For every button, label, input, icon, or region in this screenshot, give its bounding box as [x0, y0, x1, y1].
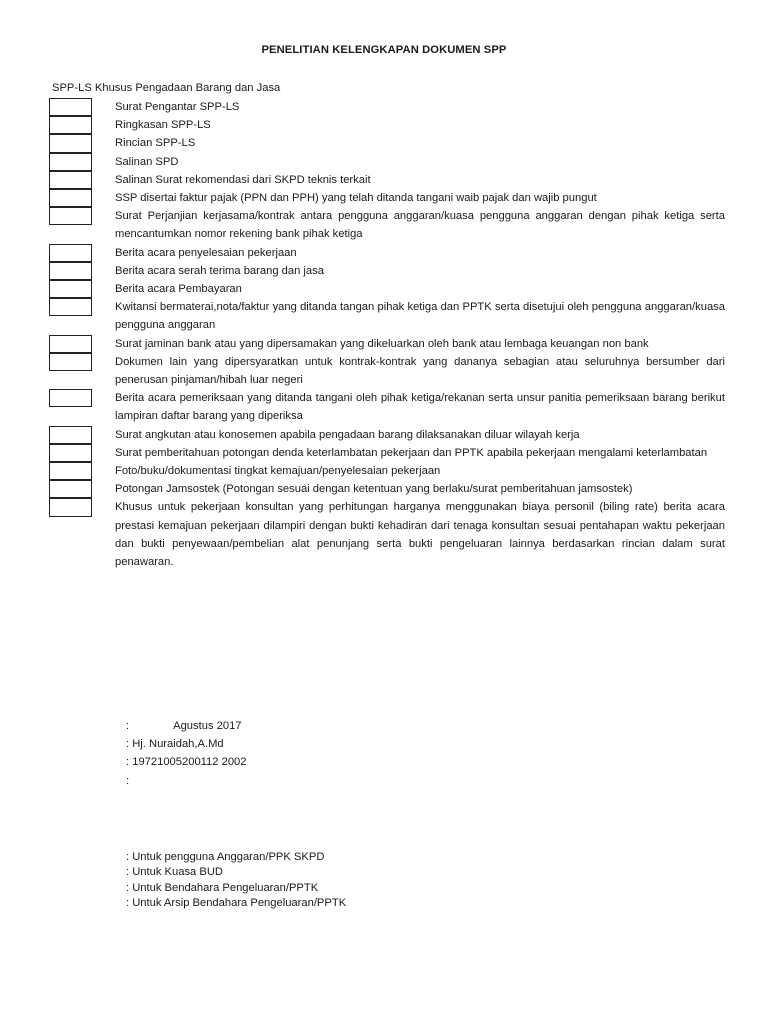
checklist-item-label: Surat Pengantar SPP-LS	[115, 101, 240, 113]
signer-nip: 19721005200112 2002	[132, 756, 247, 769]
checklist-item	[49, 444, 725, 462]
colon: :	[126, 738, 130, 751]
checkbox[interactable]	[49, 116, 92, 134]
blank-line	[126, 772, 247, 790]
distribution-item: : Untuk pengguna Anggaran/PPK SKPD	[126, 851, 325, 863]
checkbox[interactable]	[49, 280, 92, 298]
checklist-item	[49, 480, 725, 498]
checkbox[interactable]	[49, 207, 92, 225]
checklist-item-label: Salinan Surat rekomendasi dari SKPD teknis terkait	[115, 173, 371, 186]
checklist-item	[49, 353, 725, 389]
checkbox[interactable]	[49, 426, 92, 444]
checkbox[interactable]	[49, 98, 92, 116]
distribution-list	[126, 850, 346, 912]
colon: :	[126, 774, 130, 787]
section-subtitle: SPP-LS Khusus Pengadaan Barang dan Jasa	[52, 82, 281, 94]
checkbox[interactable]	[49, 244, 92, 262]
checklist-item	[49, 498, 725, 571]
checkbox[interactable]	[49, 134, 92, 152]
distribution-item: : Untuk Kuasa BUD	[126, 866, 224, 879]
checklist-item	[49, 262, 725, 280]
checkbox[interactable]	[49, 353, 92, 371]
checklist-item	[49, 189, 725, 207]
checklist-item	[49, 426, 725, 444]
checkbox[interactable]	[49, 262, 92, 280]
checklist-item	[49, 98, 725, 116]
signer-name: Hj. Nuraidah,A.Md	[132, 738, 224, 751]
document-title: PENELITIAN KELENGKAPAN DOKUMEN SPP	[261, 44, 507, 56]
checkbox[interactable]	[49, 480, 92, 498]
checklist-item-label: Berita acara penyelesaian pekerjaan	[115, 246, 297, 259]
checklist-item-label: Surat Perjanjian kerjasama/kontrak antara pengguna anggaran/kuasa pengguna anggaran dengan pihak ketiga serta mencantumkan nomor rekening bank pihak ketiga	[115, 210, 725, 241]
checklist-item-label: Potongan Jamsostek (Potongan sesuai dengan ketentuan yang berlaku/surat pemberitahuan jamsostek)	[115, 483, 633, 496]
checklist-item-label: Salinan SPD	[115, 155, 179, 168]
signature-block	[126, 717, 247, 790]
checkbox[interactable]	[49, 153, 92, 171]
checkbox[interactable]	[49, 462, 92, 480]
checklist-item	[49, 280, 725, 298]
checklist-item-label: Kwitansi bermaterai,nota/faktur yang ditanda tangan pihak ketiga dan PPTK serta disetujui oleh pengguna anggaran/kuasa pengguna anggaran	[115, 301, 725, 332]
checkbox[interactable]	[49, 335, 92, 353]
checklist-item-label: Khusus untuk pekerjaan konsultan yang perhitungan harganya menggunakan biaya personil (biling rate) berita acara prestasi kemajuan pekerjaan dilampiri dengan bukti kehadiran dari tenaga konsultan sesuai pentahapan waktu pekerjaan dan bukti penyewaan/pembelian alat penunjang serta bukti pengeluaran lainnya berdasarkan rincian dalam surat penawaran.	[115, 501, 725, 569]
checklist-item	[49, 171, 725, 189]
checklist-item	[49, 207, 725, 243]
nip-line	[126, 753, 247, 771]
checklist-item-label: Surat pemberitahuan potongan denda keterlambatan pekerjaan dan PPTK apabila pekerjaan mengalami keterlambatan	[115, 446, 708, 459]
checklist-item	[49, 134, 725, 152]
checklist-item-label: Rincian SPP-LS	[115, 137, 196, 150]
checkbox[interactable]	[49, 389, 92, 407]
checklist-item	[49, 462, 725, 480]
checklist-item	[49, 298, 725, 334]
checklist-item	[49, 335, 725, 353]
checkbox[interactable]	[49, 171, 92, 189]
checklist-item-label: Berita acara Pembayaran	[115, 283, 242, 296]
checklist-item-label: Foto/buku/dokumentasi tingkat kemajuan/penyelesaian pekerjaan	[115, 465, 441, 478]
checklist	[49, 98, 725, 571]
checklist-item	[49, 389, 725, 425]
checklist-item-label: Berita acara pemeriksaan yang ditanda tangani oleh pihak ketiga/rekanan serta unsur panitia pemeriksaan barang berikut lampiran daftar barang yang diperiksa	[115, 392, 725, 423]
distribution-item: : Untuk Arsip Bendahara Pengeluaran/PPTK	[126, 897, 347, 910]
distribution-item: : Untuk Bendahara Pengeluaran/PPTK	[126, 881, 319, 894]
checklist-item-label: Dokumen lain yang dipersyaratkan untuk kontrak-kontrak yang dananya sebagian atau seluruhnya bersumber dari penerusan pinjaman/hibah luar negeri	[115, 355, 725, 387]
checklist-item-label: Surat jaminan bank atau yang dipersamakan yang dikeluarkan oleh bank atau lembaga keuangan non bank	[115, 337, 649, 350]
colon: :	[126, 720, 130, 732]
checkbox[interactable]	[49, 444, 92, 462]
checklist-item	[49, 116, 725, 134]
colon: :	[126, 756, 130, 769]
checklist-item	[49, 153, 725, 171]
checklist-item-label: Berita acara serah terima barang dan jasa	[115, 264, 324, 277]
checkbox[interactable]	[49, 298, 92, 316]
checklist-item-label: Surat angkutan atau konosemen apabila pengadaan barang dilaksanakan diluar wilayah kerja	[115, 428, 580, 441]
checkbox[interactable]	[49, 498, 92, 516]
date-line	[126, 717, 247, 735]
checkbox[interactable]	[49, 189, 92, 207]
checklist-item-label: Ringkasan SPP-LS	[115, 119, 211, 132]
name-line	[126, 735, 247, 753]
checklist-item	[49, 244, 725, 262]
checklist-item-label: SSP disertai faktur pajak (PPN dan PPH) yang telah ditanda tangani waib pajak dan wajib pungut	[115, 192, 597, 205]
date-value: Agustus 2017	[173, 720, 242, 732]
